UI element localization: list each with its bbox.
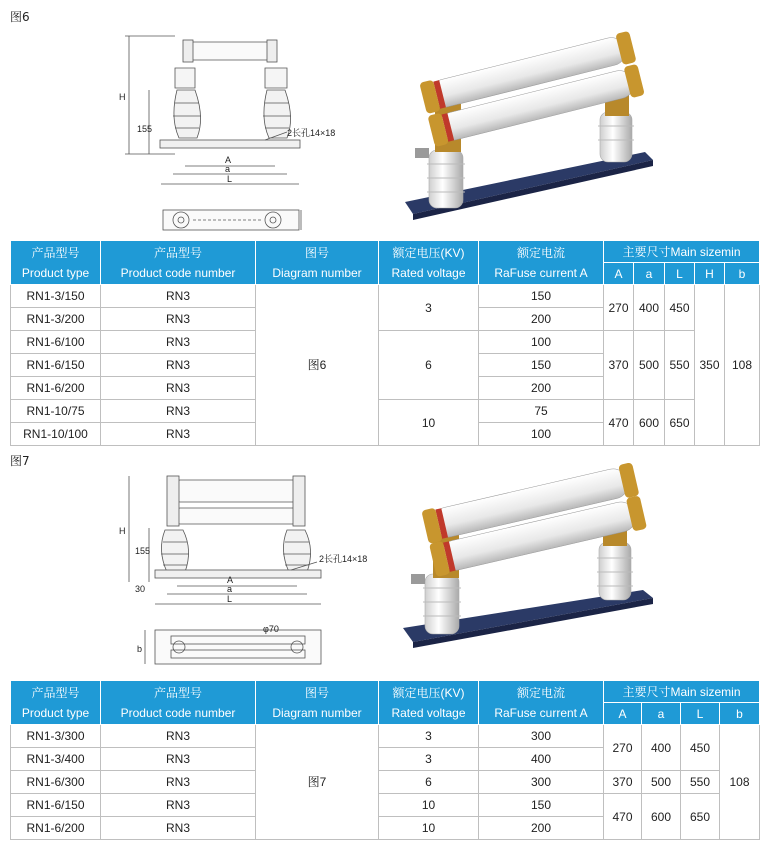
header-dim-b: b [725,263,760,285]
current-cell: 200 [479,817,604,840]
table-row [11,400,760,423]
current-cell: 75 [479,400,604,423]
header-dim-L: L [665,263,695,285]
dim-a-cell: 600 [634,400,665,446]
product-code-cell: RN3 [101,725,256,748]
table-row [11,285,760,308]
dim-A-cell: 270 [604,725,642,771]
current-cell: 300 [479,771,604,794]
header-main-size: 主要尺寸Main sizemin [604,241,760,263]
header-rated-voltage: 额定电压(KV) Rated voltage [379,241,479,285]
current-cell: 100 [479,331,604,354]
dim-a-cell: 400 [642,725,681,771]
dim-a-upper-label: A [225,155,232,165]
product-type-cell: RN1-6/150 [11,794,101,817]
dim-a-lower-label: a [225,164,231,174]
header-diagram-number: 图号 Diagram number [256,681,379,725]
table-row [11,794,760,817]
figure-6-product-photo [395,42,660,227]
product-type-cell: RN1-3/400 [11,748,101,771]
product-type-cell: RN1-10/100 [11,423,101,446]
slot-label: 2长孔14×18 [319,554,368,564]
voltage-cell: 10 [379,817,479,840]
current-cell: 150 [479,354,604,377]
diagram-number-cell: 图7 [256,725,379,840]
voltage-cell: 3 [379,725,479,748]
dim-b-label: b [137,644,143,654]
slot-label: 2长孔14×18 [287,128,336,138]
header-main-size: 主要尺寸Main sizemin [604,681,760,703]
header-product-code: 产品型号 Product code number [101,241,256,285]
voltage-cell: 3 [379,285,479,331]
phi70-label: φ70 [263,624,279,634]
dim-A-cell: 270 [604,285,634,331]
dim-155-label: 155 [135,546,151,556]
product-type-cell: RN1-6/300 [11,771,101,794]
table-row [11,771,760,794]
dim-b-cell: 108 [725,285,760,446]
header-product-type: 产品型号 Product type [11,241,101,285]
dim-L-cell: 550 [665,331,695,400]
current-cell: 150 [479,794,604,817]
dim-A-cell: 370 [604,771,642,794]
product-code-cell: RN3 [101,748,256,771]
dim-H-cell: 350 [695,285,725,446]
dim-30-label: 30 [135,584,146,594]
header-diagram-number: 图号 Diagram number [256,241,379,285]
product-code-cell: RN3 [101,817,256,840]
product-code-cell: RN3 [101,377,256,400]
header-product-type: 产品型号 Product type [11,681,101,725]
spec-table-figure-6 [10,240,760,446]
product-code-cell: RN3 [101,423,256,446]
product-type-cell: RN1-6/200 [11,377,101,400]
figure-7-product-photo [395,478,660,663]
spec-table-figure-7 [10,680,760,840]
figure-6-label: 图6 [10,10,30,24]
product-type-cell: RN1-6/100 [11,331,101,354]
dim-l-label: L [227,594,233,604]
dim-a-cell: 400 [634,285,665,331]
table-row [11,725,760,748]
dim-a-cell: 500 [634,331,665,400]
product-code-cell: RN3 [101,794,256,817]
diagram-number-cell: 图6 [256,285,379,446]
product-code-cell: RN3 [101,400,256,423]
product-type-cell: RN1-3/150 [11,285,101,308]
product-type-cell: RN1-6/150 [11,354,101,377]
dim-A-cell: 470 [604,400,634,446]
voltage-cell: 10 [379,794,479,817]
dim-h-label: H [119,526,126,536]
header-rated-voltage: 额定电压(KV) Rated voltage [379,681,479,725]
dim-a-cell: 600 [642,794,681,840]
dim-L-cell: 450 [665,285,695,331]
dim-A-cell: 370 [604,331,634,400]
header-dim-A: A [604,263,634,285]
dim-155-label: 155 [137,124,153,134]
voltage-cell: 6 [379,771,479,794]
header-dim-L: L [681,703,720,725]
current-cell: 200 [479,308,604,331]
dim-a-cell: 500 [642,771,681,794]
table-row [11,331,760,354]
product-code-cell: RN3 [101,308,256,331]
product-code-cell: RN3 [101,285,256,308]
current-cell: 200 [479,377,604,400]
dim-h-label: H [119,92,126,102]
header-dim-a: a [642,703,681,725]
dim-L-cell: 450 [681,725,720,771]
header-dim-b: b [720,703,760,725]
product-code-cell: RN3 [101,331,256,354]
header-dim-H: H [695,263,725,285]
header-product-code: 产品型号 Product code number [101,681,256,725]
product-type-cell: RN1-3/300 [11,725,101,748]
dim-A-cell: 470 [604,794,642,840]
current-cell: 150 [479,285,604,308]
dim-L-cell: 650 [665,400,695,446]
voltage-cell: 6 [379,331,479,400]
figure-6-technical-drawing [115,28,336,238]
dim-L-cell: 650 [681,794,720,840]
dim-L-cell: 550 [681,771,720,794]
header-dim-A: A [604,703,642,725]
header-fuse-current: 额定电流 RaFuse current A [479,241,604,285]
current-cell: 400 [479,748,604,771]
product-type-cell: RN1-10/75 [11,400,101,423]
product-code-cell: RN3 [101,771,256,794]
figure-7-label: 图7 [10,454,30,468]
figure-7-technical-drawing [115,470,375,675]
product-code-cell: RN3 [101,354,256,377]
voltage-cell: 3 [379,748,479,771]
product-type-cell: RN1-3/200 [11,308,101,331]
header-dim-a: a [634,263,665,285]
dim-l-label: L [227,174,233,184]
header-fuse-current: 额定电流 RaFuse current A [479,681,604,725]
current-cell: 300 [479,725,604,748]
dim-a-upper-label: A [227,575,234,585]
dim-a-lower-label: a [227,584,233,594]
product-type-cell: RN1-6/200 [11,817,101,840]
current-cell: 100 [479,423,604,446]
voltage-cell: 10 [379,400,479,446]
dim-b-cell: 108 [720,725,760,840]
